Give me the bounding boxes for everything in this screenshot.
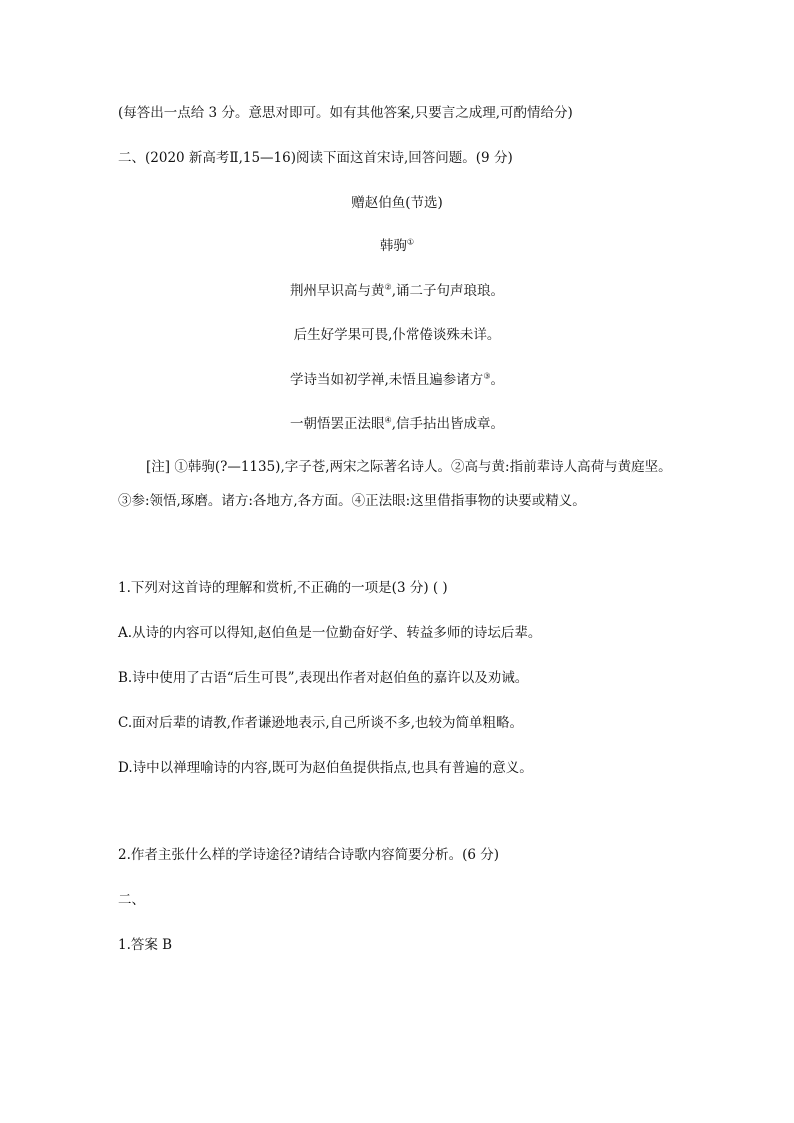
poem-line: 一朝悟罢正法眼④,信手拈出皆成章。 <box>290 415 504 432</box>
poem-line: 学诗当如初学禅,未悟且遍参诸方③。 <box>290 371 504 388</box>
option-c: C.面对后辈的请教,作者谦逊地表示,自己所谈不多,也较为简单粗略。 <box>118 715 524 731</box>
question-stem: 2.作者主张什么样的学诗途径?请结合诗歌内容简要分析。(6 分) <box>118 847 500 863</box>
question-stem: 1.下列对这首诗的理解和赏析,不正确的一项是(3 分) ( ) <box>118 580 448 596</box>
footnote-mark: ① <box>406 237 415 247</box>
poem-notes: [注] ①韩驹(?—1135),字子苍,两宋之际著名诗人。②高与黄:指前辈诗人高荷与黄庭坚。③参:领悟,琢磨。诸方:各地方,各方面。④正法眼:这里借指事物的诀要或精义。 <box>118 459 672 509</box>
footnote-mark: ② <box>384 282 392 292</box>
scoring-note: (每答出一点给 3 分。意思对即可。如有其他答案,只要言之成理,可酌情给分) <box>118 105 573 121</box>
poem-author <box>0 236 794 256</box>
option-b: B.诗中使用了古语“后生可畏”,表现出作者对赵伯鱼的嘉许以及劝诫。 <box>118 670 529 686</box>
section-heading: 二、(2020 新高考Ⅱ,15—16)阅读下面这首宋诗,回答问题。(9 分) <box>118 150 513 166</box>
answer-q1: 1.答案 B <box>118 937 173 953</box>
option-a: A.从诗的内容可以得知,赵伯鱼是一位勤奋好学、转益多师的诗坛后辈。 <box>118 625 542 641</box>
footnote-mark: ④ <box>384 415 392 425</box>
poem-author-name: 韩驹 <box>379 238 407 254</box>
poem-line: 后生好学果可畏,仆常倦谈殊未详。 <box>293 327 501 343</box>
poem-line: 荆州早识高与黄②,诵二子句声琅琅。 <box>290 282 504 299</box>
option-d: D.诗中以禅理喻诗的内容,既可为赵伯鱼提供指点,也具有普遍的意义。 <box>118 760 533 776</box>
answer-heading: 二、 <box>118 892 145 908</box>
footnote-mark: ③ <box>483 371 491 381</box>
poem-title: 赠赵伯鱼(节选) <box>351 195 443 211</box>
